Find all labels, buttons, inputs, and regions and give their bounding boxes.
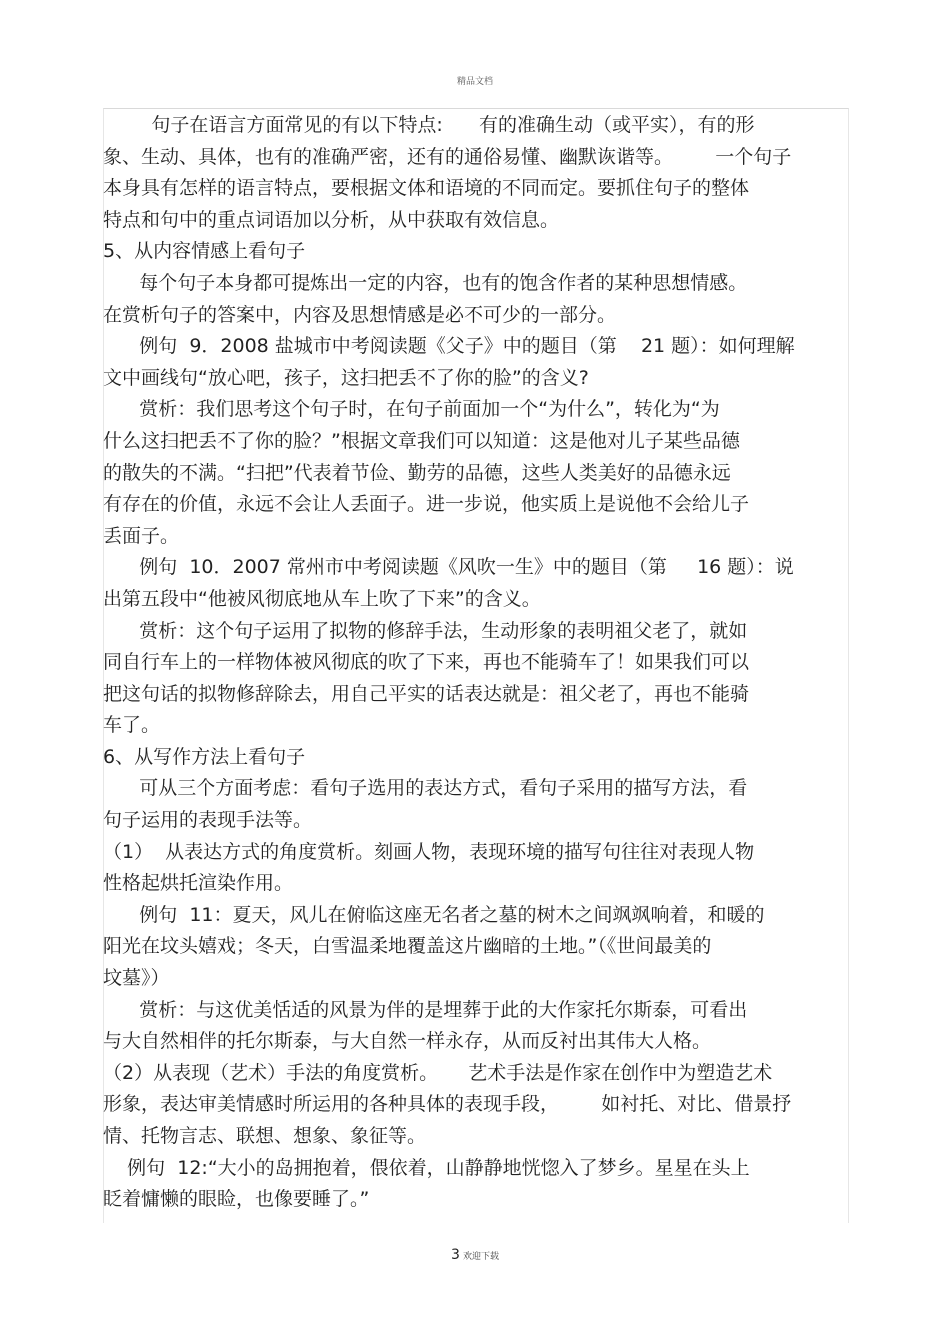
section-heading: 6、从写作方法上看句子	[103, 745, 306, 768]
text-line: （2）从表现（艺术）手法的角度赏析。 艺术手法是作家在创作中为塑造艺术	[103, 1061, 773, 1084]
text-line: 例句 12:“大小的岛拥抱着，偎依着，山静静地恍惚入了梦乡。星星在头上	[103, 1156, 750, 1179]
text-line: 可从三个方面考虑：看句子选用的表达方式，看句子采用的描写方法，看	[103, 777, 748, 800]
text-line: 句子运用的表现手法等。	[103, 809, 313, 832]
text-line: 情、托物言志、联想、想象、象征等。	[103, 1125, 427, 1147]
text-line: 出第五段中“他被风彻底地从车上吹了下来”的含义。	[103, 587, 541, 610]
text-line: 性格起烘托渲染作用。	[103, 872, 294, 895]
text-line: 形象，表达审美情感时所运用的各种具体的表现手段， 如衬托、对比、借景抒	[103, 1093, 792, 1116]
text-line: （1） 从表达方式的角度赏析。刻画人物，表现环境的描写句往往对表现人物	[103, 840, 755, 863]
text-line: 车了。	[103, 714, 161, 737]
text-line: 阳光在坟头嬉戏；冬天，白雪温柔地覆盖这片幽暗的土地。”（《世间最美的	[103, 935, 712, 958]
page-number: 3	[451, 1247, 460, 1263]
text-line: 什么这扫把丢不了你的脸？”根据文章我们可以知道：这是他对儿子某些品德	[103, 429, 740, 452]
text-line: 本身具有怎样的语言特点，要根据文体和语境的不同而定。要抓住句子的整体	[103, 177, 750, 200]
page-footer	[0, 1244, 950, 1263]
text-line: 句子在语言方面常见的有以下特点: 有的准确生动（或平实），有的形	[103, 114, 755, 136]
text-line: 眨着慵懒的眼睑，也像要睡了。”	[103, 1188, 370, 1211]
text-line: 赏析：与这优美恬适的风景为伴的是埋葬于此的大作家托尔斯泰，可看出	[103, 998, 748, 1021]
text-line: 例句 10．2007 常州市中考阅读题《风吹一生》中的题目（第 16 题）：说	[103, 556, 794, 579]
text-line: 在赏析句子的答案中，内容及思想情感是必不可少的一部分。	[103, 303, 617, 326]
text-line: 每个句子本身都可提炼出一定的内容，也有的饱含作者的某种思想情感。	[103, 271, 748, 294]
text-line: 赏析：我们思考这个句子时，在句子前面加一个“为什么”，转化为“为	[103, 398, 720, 421]
text-line: 坟墓》）	[103, 967, 170, 990]
document-body	[103, 110, 847, 1216]
page-header: 精品文档	[456, 77, 493, 87]
text-line: 例句 9．2008 盐城市中考阅读题《父子》中的题目（第 21 题）：如何理解	[103, 335, 795, 358]
text-line: 的散失的不满。“扫把”代表着节俭、勤劳的品德，这些人类美好的品德永远	[103, 461, 731, 484]
text-line: 同自行车上的一样物体被风彻底的吹了下来，再也不能骑车了！如果我们可以	[103, 651, 750, 674]
text-line: 赏析：这个句子运用了拟物的修辞手法，生动形象的表明祖父老了，就如	[103, 619, 748, 642]
section-heading: 5、从内容情感上看句子	[103, 240, 306, 263]
text-line: 与大自然相伴的托尔斯泰，与大自然一样永存，从而反衬出其伟大人格。	[103, 1030, 712, 1053]
text-line: 象、生动、具体，也有的准确严密，还有的通俗易懂、幽默诙谐等。 一个句子	[103, 145, 792, 168]
text-line: 有存在的价值，永远不会让人丢面子。进一步说，他实质上是说他不会给儿子	[103, 493, 750, 516]
footer-text: 欢迎下载	[462, 1252, 499, 1262]
text-line: 把这句话的拟物修辞除去，用自己平实的话表达就是：祖父老了，再也不能骑	[103, 682, 750, 705]
text-line: 文中画线句“放心吧，孩子，这扫把丢不了你的脸”的含义?	[103, 366, 589, 389]
text-line: 丢面子。	[103, 524, 180, 547]
text-line: 例句 11：夏天，风儿在俯临这座无名者之墓的树木之间飒飒响着，和暖的	[103, 903, 765, 926]
text-line: 特点和句中的重点词语加以分析，从中获取有效信息。	[103, 208, 560, 231]
